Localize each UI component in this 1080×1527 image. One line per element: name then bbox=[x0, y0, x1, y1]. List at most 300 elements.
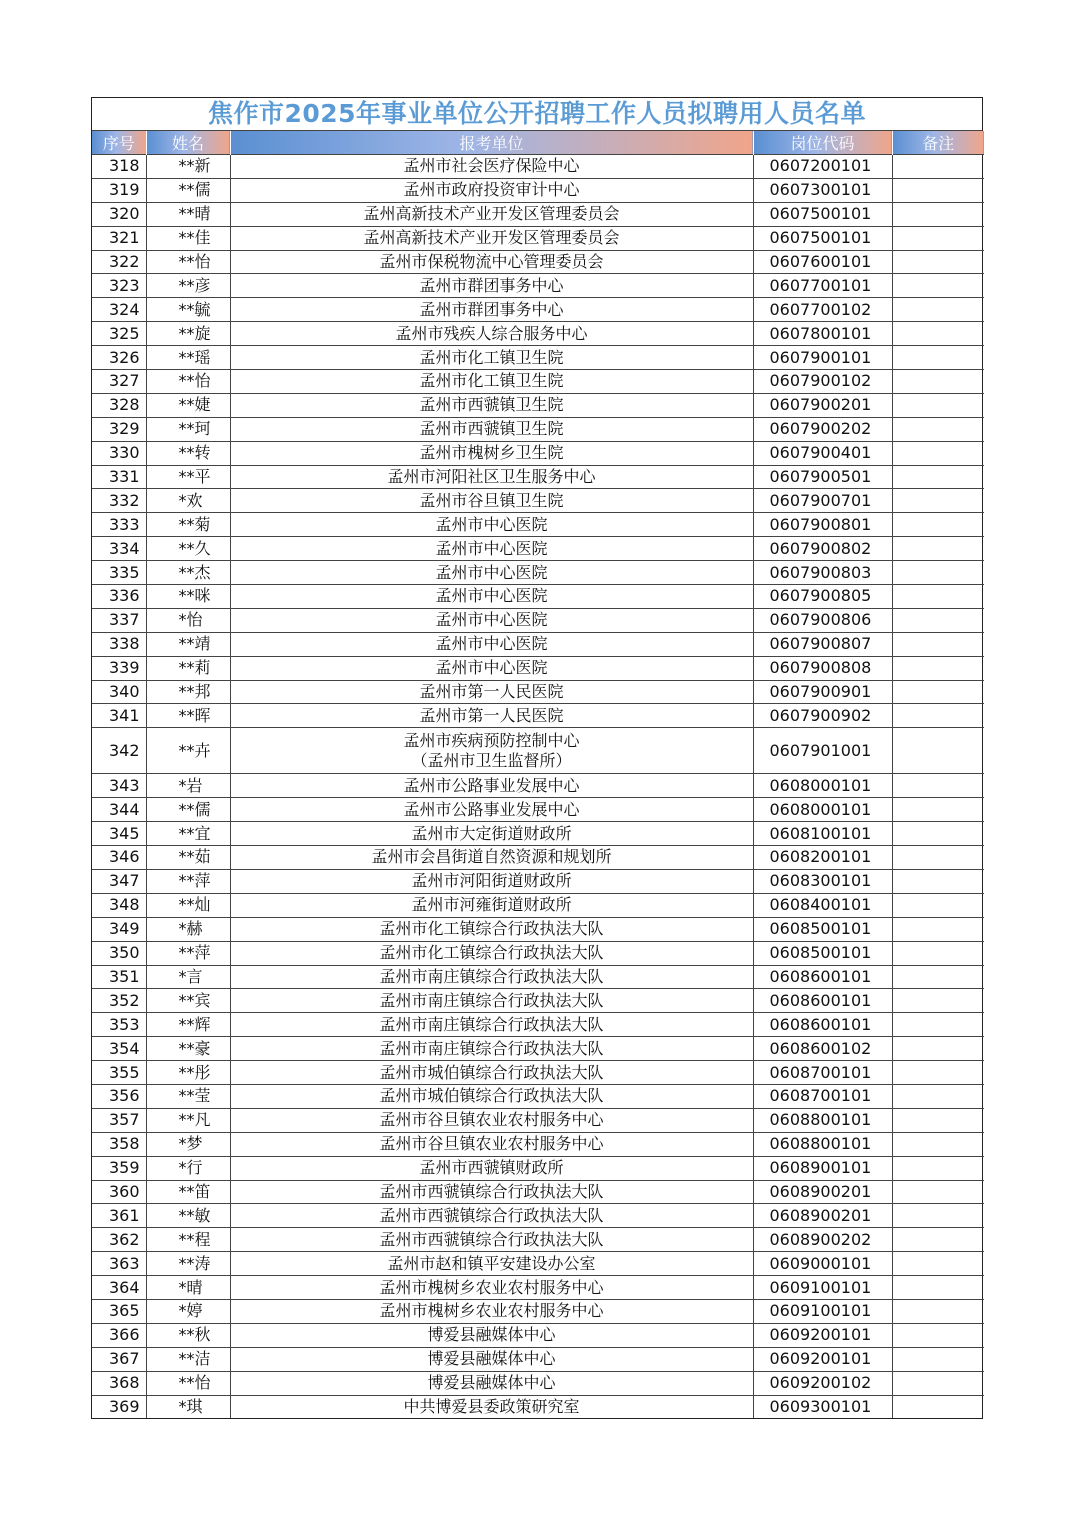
table-row bbox=[92, 441, 984, 465]
cell-unit-line: 孟州市西虢镇卫生院 bbox=[419, 419, 564, 439]
cell-unit-line: 孟州市西虢镇综合行政执法大队 bbox=[379, 1181, 604, 1201]
cell-code: 0607900202 bbox=[753, 417, 892, 441]
cell-note bbox=[892, 728, 984, 774]
cell-unit-line: 孟州市西虢镇卫生院 bbox=[419, 395, 564, 415]
table-body bbox=[92, 155, 984, 1419]
cell-unit-line: 孟州高新技术产业开发区管理委员会 bbox=[363, 204, 620, 224]
cell-name: **晴 bbox=[146, 202, 230, 226]
table-row bbox=[92, 989, 984, 1013]
cell-no: 329 bbox=[92, 417, 146, 441]
table-row bbox=[92, 893, 984, 917]
cell-unit bbox=[230, 178, 753, 202]
cell-unit-line-2: （孟州市卫生监督所） bbox=[411, 750, 572, 770]
header-unit: 报考单位 bbox=[230, 131, 753, 155]
cell-unit bbox=[230, 1252, 753, 1276]
cell-name: **豪 bbox=[146, 1037, 230, 1061]
cell-note bbox=[892, 1228, 984, 1252]
cell-unit bbox=[230, 632, 753, 656]
cell-name: **宾 bbox=[146, 989, 230, 1013]
cell-no: 337 bbox=[92, 608, 146, 632]
cell-no: 344 bbox=[92, 798, 146, 822]
cell-unit-line: 孟州市西虢镇综合行政执法大队 bbox=[379, 1205, 604, 1225]
cell-unit bbox=[230, 680, 753, 704]
cell-no: 358 bbox=[92, 1132, 146, 1156]
table-header bbox=[92, 131, 984, 155]
cell-note bbox=[892, 1108, 984, 1132]
cell-note bbox=[892, 774, 984, 798]
cell-unit bbox=[230, 1204, 753, 1228]
table-row bbox=[92, 346, 984, 370]
cell-code: 0607900101 bbox=[753, 346, 892, 370]
table-row bbox=[92, 1061, 984, 1085]
cell-name: **灿 bbox=[146, 893, 230, 917]
cell-note bbox=[892, 1180, 984, 1204]
cell-unit bbox=[230, 1108, 753, 1132]
cell-code: 0608600101 bbox=[753, 1013, 892, 1037]
cell-no: 323 bbox=[92, 274, 146, 298]
table-row bbox=[92, 417, 984, 441]
cell-unit-line: 孟州市群团事务中心 bbox=[419, 299, 564, 319]
cell-no: 359 bbox=[92, 1156, 146, 1180]
cell-note bbox=[892, 1395, 984, 1418]
cell-code: 0608000101 bbox=[753, 774, 892, 798]
cell-no: 325 bbox=[92, 322, 146, 346]
cell-unit bbox=[230, 822, 753, 846]
cell-name: **莉 bbox=[146, 656, 230, 680]
cell-no: 336 bbox=[92, 585, 146, 609]
table-row bbox=[92, 869, 984, 893]
cell-unit-line: 孟州市公路事业发展中心 bbox=[403, 799, 580, 819]
cell-unit bbox=[230, 1276, 753, 1300]
cell-code: 0607900803 bbox=[753, 561, 892, 585]
cell-code: 0607900102 bbox=[753, 370, 892, 394]
cell-note bbox=[892, 465, 984, 489]
cell-name: *赫 bbox=[146, 917, 230, 941]
cell-name: **咪 bbox=[146, 585, 230, 609]
cell-note bbox=[892, 1371, 984, 1395]
table-row bbox=[92, 1084, 984, 1108]
cell-name: **怡 bbox=[146, 370, 230, 394]
cell-note bbox=[892, 917, 984, 941]
cell-unit-line: 孟州市城伯镇综合行政执法大队 bbox=[379, 1062, 604, 1082]
header-note: 备注 bbox=[892, 131, 984, 155]
cell-unit-line: 孟州市谷旦镇农业农村服务中心 bbox=[379, 1134, 604, 1154]
cell-unit bbox=[230, 489, 753, 513]
cell-name: **辉 bbox=[146, 1013, 230, 1037]
cell-unit-line: 孟州市化工镇卫生院 bbox=[419, 371, 564, 391]
cell-unit-line: 孟州市南庄镇综合行政执法大队 bbox=[379, 966, 604, 986]
cell-name: **敏 bbox=[146, 1204, 230, 1228]
cell-unit-line: 孟州市中心医院 bbox=[435, 562, 548, 582]
cell-unit-line: 孟州市南庄镇综合行政执法大队 bbox=[379, 1014, 604, 1034]
cell-no: 338 bbox=[92, 632, 146, 656]
cell-unit bbox=[230, 846, 753, 870]
cell-unit bbox=[230, 441, 753, 465]
cell-code: 0607900201 bbox=[753, 393, 892, 417]
table-row bbox=[92, 1228, 984, 1252]
table-row bbox=[92, 561, 984, 585]
cell-name: *言 bbox=[146, 965, 230, 989]
cell-unit-line: 孟州市南庄镇综合行政执法大队 bbox=[379, 990, 604, 1010]
table-row bbox=[92, 1299, 984, 1323]
cell-code: 0607700102 bbox=[753, 298, 892, 322]
cell-unit-line: 博爱县融媒体中心 bbox=[427, 1349, 556, 1369]
cell-no: 347 bbox=[92, 869, 146, 893]
cell-note bbox=[892, 989, 984, 1013]
cell-no: 360 bbox=[92, 1180, 146, 1204]
cell-unit bbox=[230, 226, 753, 250]
cell-code: 0607900802 bbox=[753, 537, 892, 561]
cell-unit-line: 孟州市公路事业发展中心 bbox=[403, 775, 580, 795]
cell-code: 0608100101 bbox=[753, 822, 892, 846]
cell-unit bbox=[230, 393, 753, 417]
cell-note bbox=[892, 822, 984, 846]
table-row bbox=[92, 1132, 984, 1156]
table-row bbox=[92, 1037, 984, 1061]
table-row bbox=[92, 1156, 984, 1180]
cell-name: **宜 bbox=[146, 822, 230, 846]
cell-name: **旋 bbox=[146, 322, 230, 346]
table-row bbox=[92, 917, 984, 941]
cell-note bbox=[892, 274, 984, 298]
cell-note bbox=[892, 846, 984, 870]
cell-name: **茹 bbox=[146, 846, 230, 870]
cell-code: 0607300101 bbox=[753, 178, 892, 202]
cell-unit-line: 孟州市保税物流中心管理委员会 bbox=[379, 252, 604, 271]
table-row bbox=[92, 513, 984, 537]
table-row bbox=[92, 226, 984, 250]
cell-note bbox=[892, 1061, 984, 1085]
cell-name: **笛 bbox=[146, 1180, 230, 1204]
cell-note bbox=[892, 1084, 984, 1108]
cell-no: 368 bbox=[92, 1371, 146, 1395]
cell-unit bbox=[230, 704, 753, 728]
cell-unit-line: 孟州市城伯镇综合行政执法大队 bbox=[379, 1086, 604, 1106]
cell-note bbox=[892, 202, 984, 226]
cell-note bbox=[892, 1013, 984, 1037]
cell-name: **杰 bbox=[146, 561, 230, 585]
cell-note bbox=[892, 226, 984, 250]
cell-unit bbox=[230, 798, 753, 822]
cell-name: **卉 bbox=[146, 728, 230, 774]
cell-unit-line: 孟州市槐树乡卫生院 bbox=[419, 443, 564, 463]
cell-no: 340 bbox=[92, 680, 146, 704]
cell-note bbox=[892, 393, 984, 417]
cell-note bbox=[892, 1204, 984, 1228]
cell-unit bbox=[230, 1371, 753, 1395]
table-row bbox=[92, 1276, 984, 1300]
table-row bbox=[92, 1180, 984, 1204]
cell-no: 353 bbox=[92, 1013, 146, 1037]
cell-code: 0608700101 bbox=[753, 1084, 892, 1108]
cell-code: 0608000101 bbox=[753, 798, 892, 822]
cell-unit bbox=[230, 941, 753, 965]
cell-unit bbox=[230, 1061, 753, 1085]
cell-code: 0609200101 bbox=[753, 1347, 892, 1371]
cell-code: 0608600101 bbox=[753, 989, 892, 1013]
table-row bbox=[92, 202, 984, 226]
cell-code: 0609200101 bbox=[753, 1323, 892, 1347]
cell-code: 0608800101 bbox=[753, 1132, 892, 1156]
cell-name: **萍 bbox=[146, 941, 230, 965]
cell-code: 0608300101 bbox=[753, 869, 892, 893]
cell-no: 333 bbox=[92, 513, 146, 537]
table-row bbox=[92, 489, 984, 513]
cell-note bbox=[892, 656, 984, 680]
header-no: 序号 bbox=[92, 131, 146, 155]
cell-code: 0609200102 bbox=[753, 1371, 892, 1395]
cell-unit-line: 孟州市中心医院 bbox=[435, 634, 548, 654]
cell-unit bbox=[230, 202, 753, 226]
table-row bbox=[92, 393, 984, 417]
cell-name: *怡 bbox=[146, 608, 230, 632]
cell-code: 0609100101 bbox=[753, 1299, 892, 1323]
table-row bbox=[92, 846, 984, 870]
cell-unit bbox=[230, 1299, 753, 1323]
page-title: 焦作市2025年事业单位公开招聘工作人员拟聘用人员名单 bbox=[92, 98, 982, 131]
cell-no: 362 bbox=[92, 1228, 146, 1252]
cell-name: **凡 bbox=[146, 1108, 230, 1132]
cell-unit-line: 孟州市社会医疗保险中心 bbox=[403, 156, 580, 176]
roster-table bbox=[92, 131, 984, 1418]
table-row bbox=[92, 250, 984, 274]
cell-unit-line: 孟州市谷旦镇农业农村服务中心 bbox=[379, 1110, 604, 1130]
cell-code: 0609300101 bbox=[753, 1395, 892, 1418]
roster-sheet bbox=[91, 97, 983, 1419]
cell-unit-line: 孟州市中心医院 bbox=[435, 586, 548, 606]
cell-code: 0607900805 bbox=[753, 585, 892, 609]
cell-no: 334 bbox=[92, 537, 146, 561]
table-row bbox=[92, 178, 984, 202]
cell-no: 351 bbox=[92, 965, 146, 989]
table-row bbox=[92, 632, 984, 656]
cell-name: *晴 bbox=[146, 1276, 230, 1300]
table-row bbox=[92, 774, 984, 798]
cell-name: **彦 bbox=[146, 274, 230, 298]
cell-unit-line: 孟州市政府投资审计中心 bbox=[403, 180, 580, 200]
header-code: 岗位代码 bbox=[753, 131, 892, 155]
cell-name: *欢 bbox=[146, 489, 230, 513]
cell-note bbox=[892, 346, 984, 370]
cell-note bbox=[892, 489, 984, 513]
table-row bbox=[92, 537, 984, 561]
table-row bbox=[92, 965, 984, 989]
cell-unit bbox=[230, 346, 753, 370]
cell-no: 327 bbox=[92, 370, 146, 394]
cell-unit bbox=[230, 1347, 753, 1371]
cell-code: 0608200101 bbox=[753, 846, 892, 870]
cell-no: 364 bbox=[92, 1276, 146, 1300]
table-row bbox=[92, 585, 984, 609]
table-row bbox=[92, 656, 984, 680]
cell-note bbox=[892, 1347, 984, 1371]
cell-code: 0607900801 bbox=[753, 513, 892, 537]
cell-no: 355 bbox=[92, 1061, 146, 1085]
cell-no: 357 bbox=[92, 1108, 146, 1132]
cell-unit-line: 孟州市第一人民医院 bbox=[419, 682, 564, 702]
cell-note bbox=[892, 965, 984, 989]
cell-unit-line: 孟州市南庄镇综合行政执法大队 bbox=[379, 1038, 604, 1058]
cell-no: 330 bbox=[92, 441, 146, 465]
cell-unit bbox=[230, 656, 753, 680]
cell-unit bbox=[230, 774, 753, 798]
cell-unit bbox=[230, 250, 753, 274]
cell-name: **彤 bbox=[146, 1061, 230, 1085]
cell-note bbox=[892, 513, 984, 537]
cell-unit bbox=[230, 1395, 753, 1418]
cell-unit-line: 中共博爱县委政策研究室 bbox=[403, 1396, 580, 1416]
cell-name: **怡 bbox=[146, 250, 230, 274]
cell-unit-line: 孟州市中心医院 bbox=[435, 658, 548, 678]
table-row bbox=[92, 704, 984, 728]
cell-unit-line: 孟州市群团事务中心 bbox=[419, 275, 564, 295]
cell-unit-line: 孟州市谷旦镇卫生院 bbox=[419, 490, 564, 510]
table-row bbox=[92, 465, 984, 489]
cell-note bbox=[892, 869, 984, 893]
cell-unit bbox=[230, 465, 753, 489]
cell-note bbox=[892, 1252, 984, 1276]
cell-code: 0607900807 bbox=[753, 632, 892, 656]
cell-note bbox=[892, 1037, 984, 1061]
cell-unit bbox=[230, 155, 753, 179]
cell-name: **婕 bbox=[146, 393, 230, 417]
cell-unit bbox=[230, 728, 753, 774]
table-row bbox=[92, 370, 984, 394]
cell-unit-line: 孟州市河阳社区卫生服务中心 bbox=[387, 467, 596, 487]
cell-code: 0608800101 bbox=[753, 1108, 892, 1132]
cell-no: 354 bbox=[92, 1037, 146, 1061]
cell-name: **秋 bbox=[146, 1323, 230, 1347]
cell-note bbox=[892, 155, 984, 179]
cell-unit bbox=[230, 893, 753, 917]
cell-code: 0608600101 bbox=[753, 965, 892, 989]
cell-no: 345 bbox=[92, 822, 146, 846]
table-row bbox=[92, 1252, 984, 1276]
cell-no: 320 bbox=[92, 202, 146, 226]
cell-unit-line: 孟州市槐树乡农业农村服务中心 bbox=[379, 1301, 604, 1321]
cell-unit-line: 博爱县融媒体中心 bbox=[427, 1325, 556, 1345]
table-row bbox=[92, 1204, 984, 1228]
cell-unit bbox=[230, 322, 753, 346]
cell-unit bbox=[230, 1084, 753, 1108]
cell-no: 324 bbox=[92, 298, 146, 322]
cell-name: *梦 bbox=[146, 1132, 230, 1156]
table-row bbox=[92, 322, 984, 346]
cell-name: **平 bbox=[146, 465, 230, 489]
cell-name: **程 bbox=[146, 1228, 230, 1252]
cell-note bbox=[892, 561, 984, 585]
table-row bbox=[92, 298, 984, 322]
cell-unit-line: 孟州市西虢镇财政所 bbox=[419, 1158, 564, 1178]
cell-name: *行 bbox=[146, 1156, 230, 1180]
cell-note bbox=[892, 941, 984, 965]
cell-unit-line: 孟州市大定街道财政所 bbox=[411, 823, 572, 843]
cell-unit-line: 孟州市第一人民医院 bbox=[419, 705, 564, 725]
cell-no: 322 bbox=[92, 250, 146, 274]
cell-unit bbox=[230, 298, 753, 322]
cell-unit bbox=[230, 1156, 753, 1180]
cell-unit bbox=[230, 608, 753, 632]
table-row bbox=[92, 941, 984, 965]
cell-note bbox=[892, 704, 984, 728]
cell-code: 0608500101 bbox=[753, 941, 892, 965]
table-row bbox=[92, 728, 984, 774]
table-row bbox=[92, 1347, 984, 1371]
cell-code: 0607900401 bbox=[753, 441, 892, 465]
cell-name: **菊 bbox=[146, 513, 230, 537]
table-row bbox=[92, 822, 984, 846]
cell-code: 0609000101 bbox=[753, 1252, 892, 1276]
cell-no: 369 bbox=[92, 1395, 146, 1418]
cell-no: 356 bbox=[92, 1084, 146, 1108]
cell-code: 0607500101 bbox=[753, 226, 892, 250]
cell-unit bbox=[230, 965, 753, 989]
table-row bbox=[92, 155, 984, 179]
cell-no: 339 bbox=[92, 656, 146, 680]
cell-note bbox=[892, 370, 984, 394]
cell-code: 0608900101 bbox=[753, 1156, 892, 1180]
cell-unit bbox=[230, 537, 753, 561]
cell-no: 321 bbox=[92, 226, 146, 250]
table-row bbox=[92, 1323, 984, 1347]
cell-name: **儒 bbox=[146, 178, 230, 202]
cell-unit-line: 孟州市化工镇综合行政执法大队 bbox=[379, 943, 604, 963]
cell-no: 350 bbox=[92, 941, 146, 965]
cell-name: **新 bbox=[146, 155, 230, 179]
cell-unit bbox=[230, 869, 753, 893]
cell-note bbox=[892, 893, 984, 917]
cell-unit-line: 孟州市残疾人综合服务中心 bbox=[395, 323, 588, 343]
cell-unit-line: 孟州市中心医院 bbox=[435, 610, 548, 630]
cell-name: **毓 bbox=[146, 298, 230, 322]
cell-name: **珂 bbox=[146, 417, 230, 441]
cell-name: **涛 bbox=[146, 1252, 230, 1276]
cell-code: 0607500101 bbox=[753, 202, 892, 226]
cell-no: 343 bbox=[92, 774, 146, 798]
cell-name: **佳 bbox=[146, 226, 230, 250]
cell-unit-line: 孟州高新技术产业开发区管理委员会 bbox=[363, 228, 620, 248]
table-row bbox=[92, 1395, 984, 1418]
cell-note bbox=[892, 798, 984, 822]
cell-no: 367 bbox=[92, 1347, 146, 1371]
cell-unit-line: 孟州市中心医院 bbox=[435, 538, 548, 558]
cell-no: 332 bbox=[92, 489, 146, 513]
cell-code: 0608700101 bbox=[753, 1061, 892, 1085]
cell-note bbox=[892, 178, 984, 202]
cell-unit bbox=[230, 1132, 753, 1156]
cell-unit-line: 孟州市河阳街道财政所 bbox=[411, 871, 572, 891]
cell-unit-line: 孟州市化工镇综合行政执法大队 bbox=[379, 919, 604, 939]
cell-note bbox=[892, 417, 984, 441]
table-row bbox=[92, 680, 984, 704]
cell-code: 0608600102 bbox=[753, 1037, 892, 1061]
cell-no: 346 bbox=[92, 846, 146, 870]
cell-no: 328 bbox=[92, 393, 146, 417]
cell-no: 342 bbox=[92, 728, 146, 774]
cell-unit bbox=[230, 585, 753, 609]
cell-code: 0607900501 bbox=[753, 465, 892, 489]
cell-unit-line: 孟州市槐树乡农业农村服务中心 bbox=[379, 1277, 604, 1297]
cell-no: 352 bbox=[92, 989, 146, 1013]
header-name: 姓名 bbox=[146, 131, 230, 155]
table-row bbox=[92, 1013, 984, 1037]
cell-unit bbox=[230, 417, 753, 441]
cell-no: 348 bbox=[92, 893, 146, 917]
cell-name: **萍 bbox=[146, 869, 230, 893]
cell-unit-line: 孟州市赵和镇平安建设办公室 bbox=[387, 1253, 596, 1273]
cell-no: 331 bbox=[92, 465, 146, 489]
cell-name: **瑶 bbox=[146, 346, 230, 370]
